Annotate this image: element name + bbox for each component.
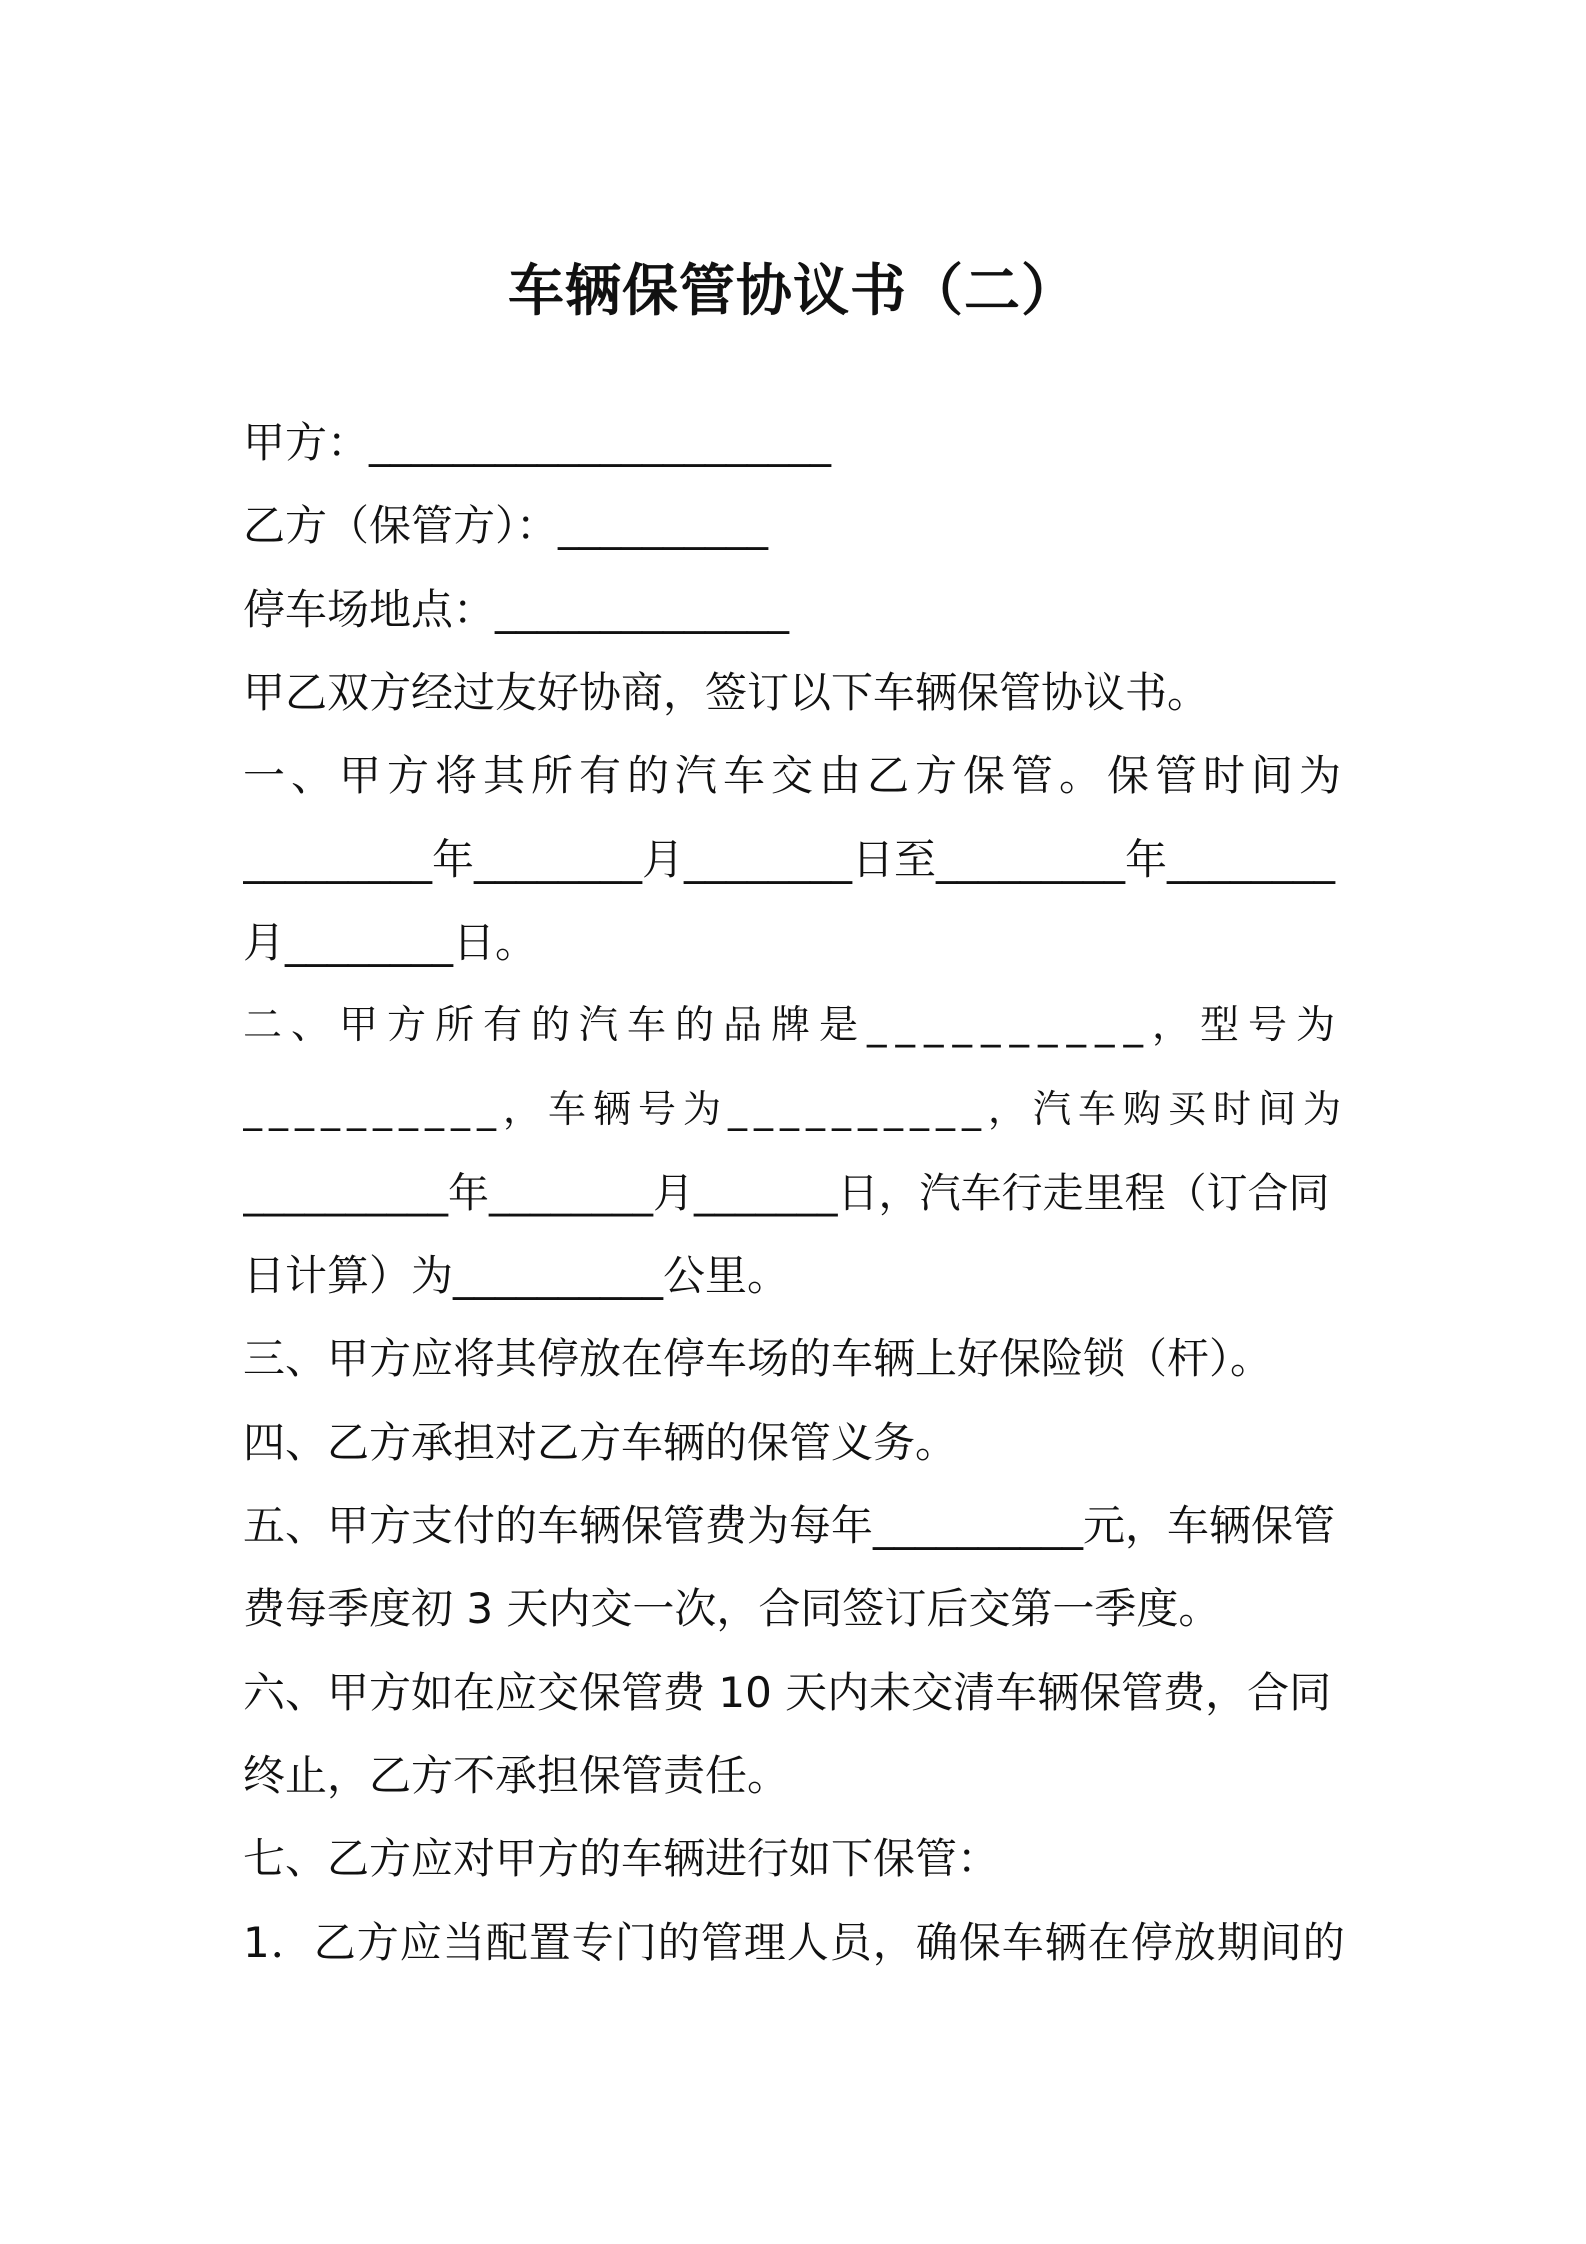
- clause-2-line-3: __________年________月_______日，汽车行走里程（订合同: [243, 1169, 1330, 1217]
- parking-location-line: 停车场地点：______________: [243, 585, 790, 634]
- clause-1-line-3: 月________日。: [243, 918, 538, 967]
- clause-2-line-1: 二、甲方所有的汽车的品牌是__________，型号为: [243, 1003, 1345, 1048]
- party-b-line: 乙方（保管方）：__________: [243, 501, 769, 550]
- clause-7-item-1: 1．乙方应当配置专门的管理人员，确保车辆在停放期间的: [243, 1918, 1346, 1967]
- clause-7-heading: 七、乙方应对甲方的车辆进行如下保管：: [243, 1834, 1000, 1883]
- clause-5-line-1: 五、甲方支付的车辆保管费为每年__________元，车辆保管: [243, 1501, 1336, 1550]
- clause-2-line-4: 日计算）为__________公里。: [243, 1251, 790, 1300]
- clause-4: 四、乙方承担对乙方车辆的保管义务。: [243, 1418, 958, 1467]
- document-title: 车辆保管协议书（二）: [508, 259, 1078, 324]
- clause-3: 三、甲方应将其停放在停车场的车辆上好保险锁（杆）。: [243, 1334, 1273, 1383]
- clause-6-line-2: 终止，乙方不承担保管责任。: [243, 1751, 790, 1800]
- party-a-line: 甲方：______________________: [243, 418, 832, 467]
- clause-6-line-1: 六、甲方如在应交保管费 10 天内未交清车辆保管费，合同: [243, 1668, 1332, 1717]
- clause-5-line-2: 费每季度初 3 天内交一次，合同签订后交第一季度。: [243, 1584, 1221, 1633]
- clause-2-line-2: __________，车辆号为__________，汽车购买时间为: [243, 1087, 1349, 1131]
- intro-paragraph: 甲乙双方经过友好协商，签订以下车辆保管协议书。: [243, 668, 1210, 717]
- clause-1-line-2: _________年________月________日至_________年________: [243, 835, 1336, 884]
- clause-1-line-1: 一、甲方将其所有的汽车交由乙方保管。保管时间为: [243, 751, 1348, 800]
